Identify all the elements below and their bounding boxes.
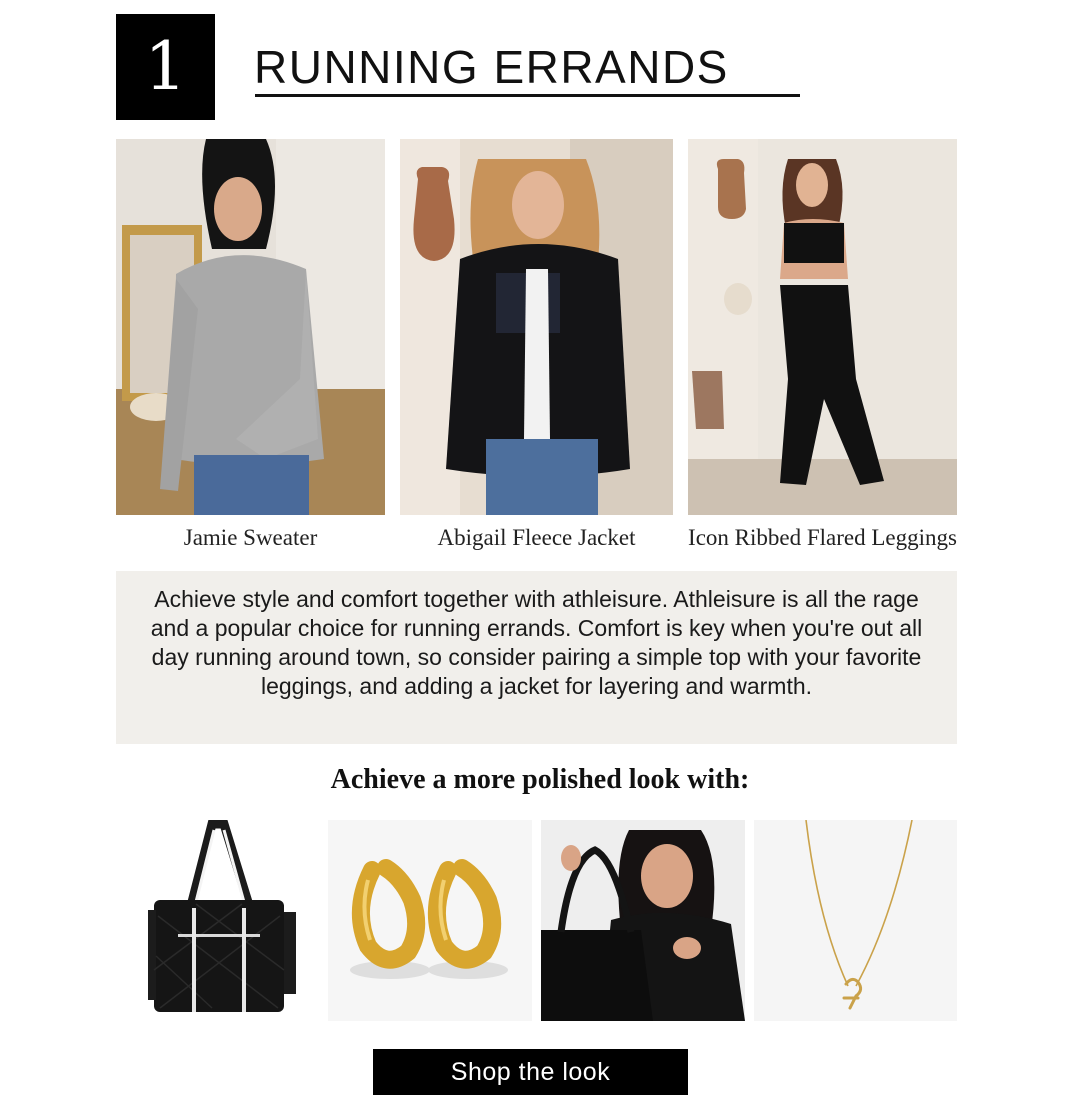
polish-heading: Achieve a more polished look with:	[330, 764, 750, 795]
accessory-image-tote-bag[interactable]	[116, 820, 319, 1021]
product-image-icon-ribbed-flared-leggings[interactable]	[688, 139, 957, 515]
accessory-image-initial-necklace[interactable]	[754, 820, 957, 1021]
accessory-image-model-with-tote[interactable]	[541, 820, 745, 1021]
section-title: RUNNING ERRANDS	[254, 41, 729, 93]
product-image-abigail-fleece-jacket[interactable]	[400, 139, 673, 515]
product-caption[interactable]: Icon Ribbed Flared Leggings	[688, 525, 957, 550]
description-panel	[116, 571, 957, 744]
shop-the-look-button[interactable]: Shop the look	[373, 1049, 688, 1095]
product-caption[interactable]: Jamie Sweater	[183, 525, 318, 550]
title-underline	[255, 94, 800, 97]
product-caption[interactable]: Abigail Fleece Jacket	[437, 525, 636, 550]
accessory-image-gold-hoop-earrings[interactable]	[328, 820, 532, 1021]
section-number: 1	[144, 28, 187, 105]
description-text: Achieve style and comfort together with athleisure. Athleisure is all the rage and a popular choice for running errands. Comfort is key when you're out all day running around town, so consider pairing a simple top with your favorite leggings, and adding a jacket for layering and warmth.	[150, 586, 923, 699]
product-image-jamie-sweater[interactable]	[116, 139, 385, 515]
section-number-badge	[116, 14, 215, 120]
